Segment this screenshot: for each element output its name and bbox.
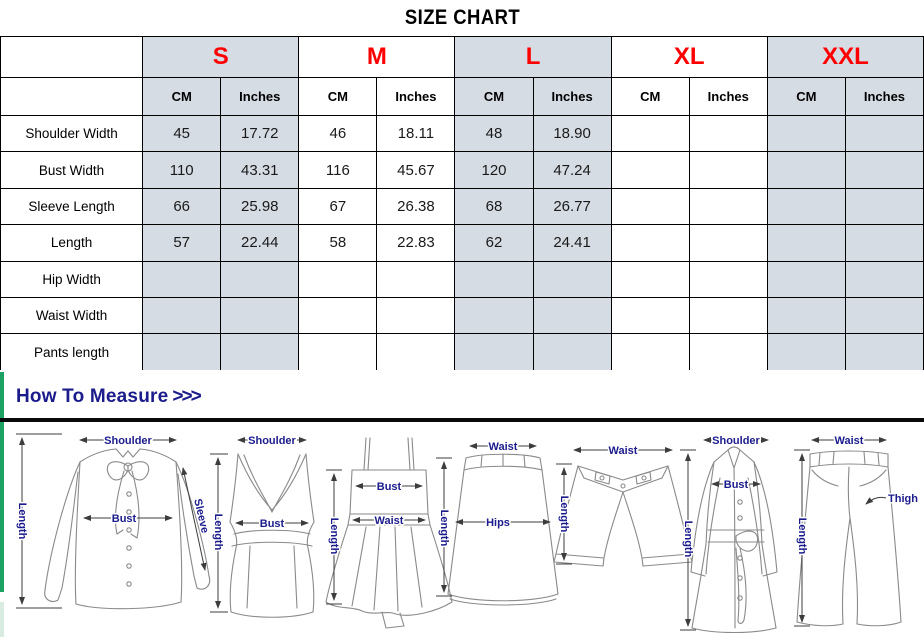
value-cell: 26.77: [533, 188, 611, 224]
value-cell: [299, 334, 377, 370]
size-header-xl: XL: [611, 37, 767, 78]
vest-shoulder-label: Shoulder: [248, 435, 296, 447]
blouse-diagram: [16, 434, 211, 609]
value-cell: [611, 225, 689, 261]
value-cell: 110: [143, 152, 221, 188]
row-label: Waist Width: [1, 297, 143, 333]
table-row: [1, 116, 924, 152]
table-row: [1, 152, 924, 188]
pants-thigh-label: Thigh: [888, 493, 918, 505]
unit-header-s-cm: CM: [143, 78, 221, 116]
value-cell: [533, 261, 611, 297]
skirt-hips-label: Hips: [486, 517, 510, 529]
value-cell: [299, 261, 377, 297]
value-cell: [767, 188, 845, 224]
row-label: Pants length: [1, 334, 143, 370]
row-label: Hip Width: [1, 261, 143, 297]
size-header-s: S: [143, 37, 299, 78]
vest-length-label: Length: [212, 513, 224, 551]
unit-header-l-cm: CM: [455, 78, 533, 116]
chevrons-icon: >>>: [172, 386, 200, 407]
value-cell: [689, 188, 767, 224]
value-cell: 46: [299, 116, 377, 152]
value-cell: 67: [299, 188, 377, 224]
size-header-xxl: XXL: [767, 37, 923, 78]
value-cell: [767, 152, 845, 188]
value-cell: 22.44: [221, 225, 299, 261]
value-cell: 120: [455, 152, 533, 188]
value-cell: 26.38: [377, 188, 455, 224]
value-cell: [143, 297, 221, 333]
value-cell: [689, 225, 767, 261]
value-cell: [689, 297, 767, 333]
value-cell: [689, 152, 767, 188]
table-row: [1, 297, 924, 333]
shorts-length-label: Length: [558, 495, 570, 533]
value-cell: [455, 261, 533, 297]
table-row: [1, 188, 924, 224]
blouse-sleeve-label: Sleeve: [191, 497, 211, 535]
value-cell: 116: [299, 152, 377, 188]
unit-header-xl-cm: CM: [611, 78, 689, 116]
value-cell: [845, 334, 923, 370]
skirt-waist-label: Waist: [488, 441, 518, 453]
how-to-measure-heading: How To Measure >>>: [16, 386, 200, 407]
vest-bust-label: Bust: [259, 518, 285, 530]
unit-header-xxl-cm: CM: [767, 78, 845, 116]
blouse-bust-label: Bust: [111, 513, 137, 525]
value-cell: [611, 116, 689, 152]
page-title: SIZE CHART: [404, 6, 520, 29]
value-cell: [377, 261, 455, 297]
value-cell: [611, 152, 689, 188]
value-cell: [533, 334, 611, 370]
value-cell: [767, 225, 845, 261]
value-cell: 62: [455, 225, 533, 261]
blouse-shoulder-label: Shoulder: [104, 435, 152, 447]
value-cell: 18.11: [377, 116, 455, 152]
pants-waist-label: Waist: [834, 435, 864, 447]
value-cell: [455, 334, 533, 370]
dress-bust-label: Bust: [376, 481, 402, 493]
value-cell: 45.67: [377, 152, 455, 188]
value-cell: [845, 116, 923, 152]
skirt-diagram: [436, 441, 558, 605]
value-cell: 17.72: [221, 116, 299, 152]
value-cell: 22.83: [377, 225, 455, 261]
value-cell: [845, 225, 923, 261]
skirt-length-label: Length: [438, 509, 450, 547]
value-cell: [299, 297, 377, 333]
row-label: Sleeve Length: [1, 188, 143, 224]
how-to-measure-section: [0, 370, 924, 637]
shorts-diagram: [554, 445, 692, 566]
pants-diagram: [794, 435, 918, 626]
value-cell: [221, 297, 299, 333]
pants-length-label: Length: [796, 517, 808, 555]
row-label: Shoulder Width: [1, 116, 143, 152]
dress-diagram: [326, 438, 452, 628]
value-cell: [689, 334, 767, 370]
unit-header-m-inches: Inches: [377, 78, 455, 116]
dress-waist-label: Waist: [374, 515, 404, 527]
table-row: [1, 261, 924, 297]
value-cell: 47.24: [533, 152, 611, 188]
value-cell: [611, 261, 689, 297]
row-label: Bust Width: [1, 152, 143, 188]
value-cell: 57: [143, 225, 221, 261]
value-cell: 43.31: [221, 152, 299, 188]
unit-header-row: [1, 78, 924, 116]
coat-shoulder-label: Shoulder: [712, 435, 760, 447]
value-cell: [143, 334, 221, 370]
unit-header-l-inches: Inches: [533, 78, 611, 116]
value-cell: [377, 334, 455, 370]
value-cell: [845, 152, 923, 188]
value-cell: [143, 261, 221, 297]
value-cell: 24.41: [533, 225, 611, 261]
vest-diagram: [210, 435, 314, 617]
value-cell: [845, 188, 923, 224]
unit-header-xl-inches: Inches: [689, 78, 767, 116]
value-cell: [689, 261, 767, 297]
unit-header-xxl-inches: Inches: [845, 78, 923, 116]
value-cell: [767, 261, 845, 297]
corner-cell: [1, 37, 143, 78]
value-cell: 18.90: [533, 116, 611, 152]
value-cell: [221, 261, 299, 297]
size-chart-table: [0, 36, 924, 371]
value-cell: [455, 297, 533, 333]
corner-cell-2: [1, 78, 143, 116]
table-row: [1, 225, 924, 261]
shorts-waist-label: Waist: [608, 445, 638, 457]
value-cell: 45: [143, 116, 221, 152]
value-cell: [845, 297, 923, 333]
value-cell: [767, 334, 845, 370]
value-cell: [767, 297, 845, 333]
dress-length-label: Length: [328, 517, 340, 555]
coat-length-label: Length: [682, 520, 694, 558]
divider-line: [0, 418, 924, 422]
value-cell: 68: [455, 188, 533, 224]
value-cell: [689, 116, 767, 152]
coat-bust-label: Bust: [723, 479, 749, 491]
value-cell: 58: [299, 225, 377, 261]
value-cell: [611, 334, 689, 370]
measurement-diagrams: [0, 424, 924, 637]
value-cell: [845, 261, 923, 297]
size-header-row: [1, 37, 924, 78]
value-cell: [611, 297, 689, 333]
size-header-m: M: [299, 37, 455, 78]
garment-diagrams-svg: [0, 424, 924, 637]
unit-header-m-cm: CM: [299, 78, 377, 116]
row-label: Length: [1, 225, 143, 261]
value-cell: [611, 188, 689, 224]
value-cell: [533, 297, 611, 333]
value-cell: 25.98: [221, 188, 299, 224]
blouse-length-label: Length: [16, 502, 28, 540]
coat-diagram: [680, 435, 777, 633]
value-cell: [377, 297, 455, 333]
value-cell: 48: [455, 116, 533, 152]
value-cell: 66: [143, 188, 221, 224]
value-cell: [767, 116, 845, 152]
value-cell: [221, 334, 299, 370]
unit-header-s-inches: Inches: [221, 78, 299, 116]
table-row: [1, 334, 924, 370]
size-header-l: L: [455, 37, 611, 78]
